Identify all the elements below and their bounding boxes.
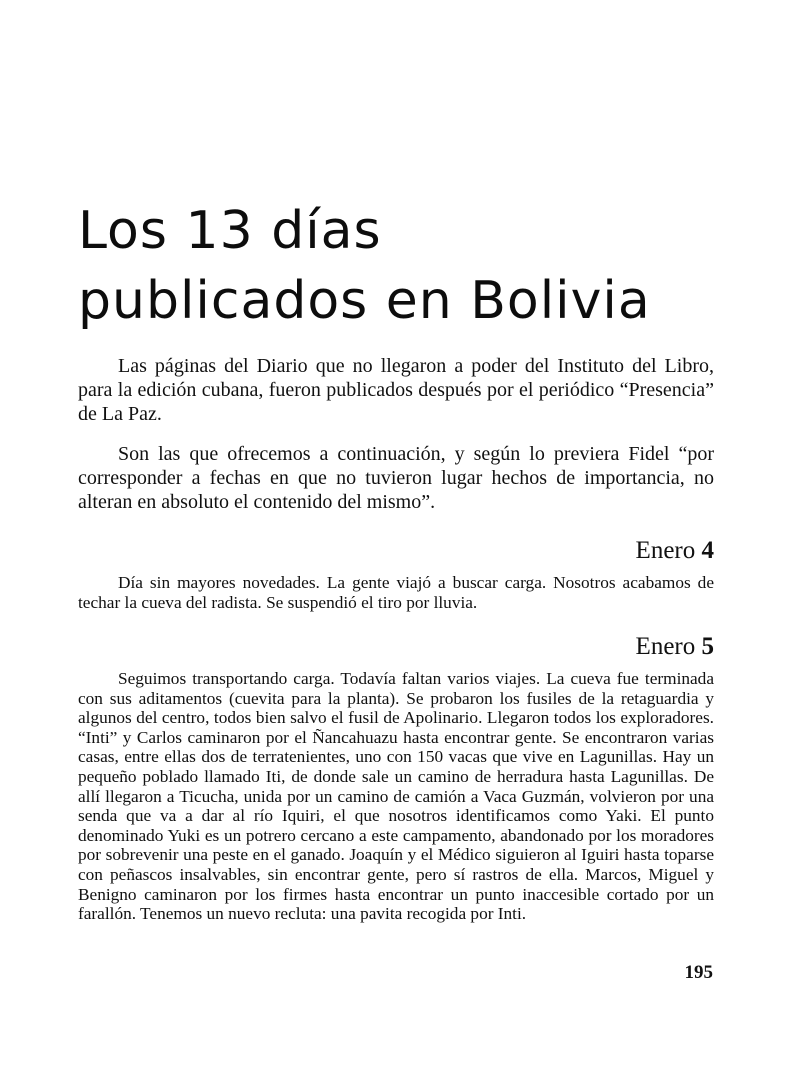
entry-heading-enero-5 <box>636 632 714 662</box>
entry-heading-enero-4 <box>636 536 714 566</box>
chapter-title <box>78 196 651 336</box>
entry-month: Enero <box>635 537 696 564</box>
page-number: 195 <box>684 962 713 983</box>
intro-paragraph-1: Las páginas del Diario que no llegaron a poder del Instituto del Libro, para la edición cubana, fueron publicados después por el periódico “Presencia” de La Paz. <box>78 355 714 425</box>
chapter-title-line-1: Los 13 días <box>78 201 382 261</box>
entry-text-enero-5: Seguimos transportando carga. Todavía faltan varios viajes. La cueva fue terminada con sus aditamentos (cuevita para la planta). Se probaron los fusiles de la retaguardia y algunos del centro, todos bien salvo el fusil de Apolinario. Llegaron todos los exploradores. “Inti” y Carlos caminaron por el Ñancahuazu hasta encontrar gente. Se encontraron varias casas, entre ellas dos de terratenientes, uno con 150 vacas que vive en Lagunillas. Hay un pequeño poblado llamado Iti, de donde sale un camino de herradura hasta Lagunillas. De allí llegaron a Ticucha, unida por un camino de camión a Vaca Guzmán, volvieron por una senda que va a dar al río Iquiri, el que nosotros identificamos como Yaki. El punto denominado Yuki es un potrero cercano a este campamento, abandonado por los moradores por sobrevenir una peste en el ganado. Joaquín y el Médico siguieron al Iguiri hasta toparse con peñascos insalvables, sin encontrar gente, pero sí rastros de ella. Marcos, Miguel y Benigno caminaron por los firmes hasta encontrar un punto inaccesible cortado por un farallón. Tenemos un nuevo recluta: una pavita recogida por Inti. <box>78 669 714 924</box>
entry-month: Enero <box>635 633 696 660</box>
chapter-title-line-2: publicados en Bolivia <box>78 271 651 331</box>
intro-section <box>78 354 714 530</box>
intro-paragraph-2: Son las que ofrecemos a continuación, y según lo previera Fidel “por corresponder a fechas en que no tuvieron lugar hechos de importancia, no alteran en absoluto el contenido del mismo”. <box>78 443 714 513</box>
entry-day: 4 <box>701 537 714 564</box>
entry-text-enero-4: Día sin mayores novedades. La gente viajó a buscar carga. Nosotros acabamos de techar la cueva del radista. Se suspendió el tiro por lluvia. <box>78 573 714 612</box>
entry-day: 5 <box>701 633 714 660</box>
